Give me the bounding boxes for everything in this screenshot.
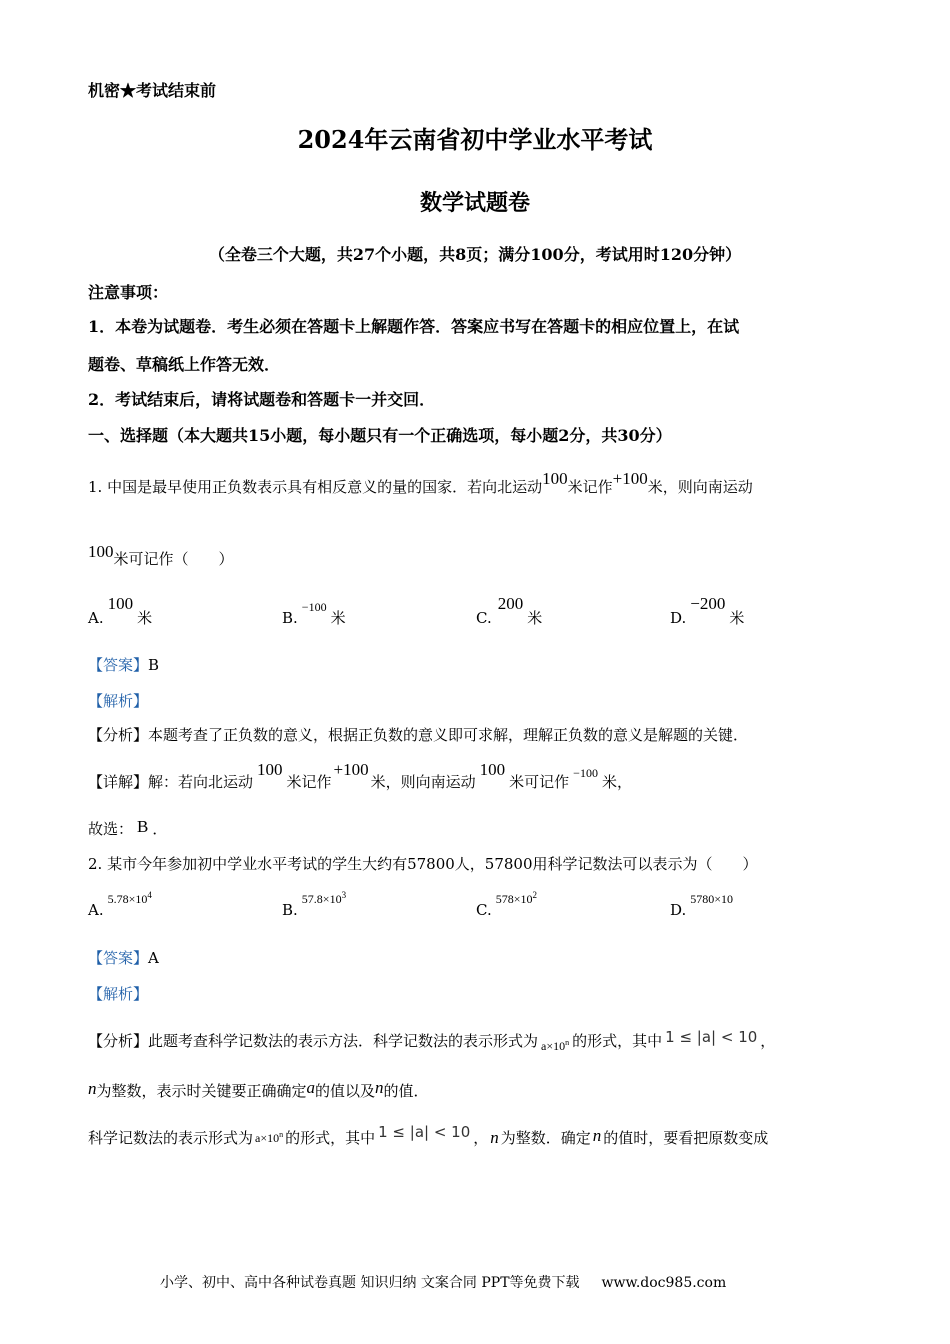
footer-text: 小学、初中、高中各种试卷真题 知识归纳 文案合同 PPT等免费下载 [160, 1275, 580, 1291]
q2-answer: 【答案】A [88, 949, 159, 967]
footer [160, 1272, 726, 1292]
footer-url[interactable]: www.doc985.com [601, 1275, 727, 1291]
q2-analysis-label: 【解析】 [88, 985, 149, 1003]
notice-item-1-line-2: 题卷、草稿纸上作答无效． [88, 355, 281, 374]
exam-title: 2024年云南省初中学业水平考试 [297, 125, 653, 154]
notice-heading: 注意事项： [88, 283, 169, 302]
q1-option-c[interactable]: C.200米 [476, 594, 543, 627]
q1-answer: 【答案】B [88, 656, 160, 674]
q1-stem-line-1: 1. 中国是最早使用正负数表示具有相反意义的量的国家．若向北运动100米记作+100米，则向南运动 [88, 469, 753, 496]
q2-option-a[interactable]: A.$^{5.78\times 10^4}$ [88, 890, 152, 919]
q2-option-c[interactable]: C.$^{578\times 10^2}$ [476, 890, 537, 919]
q2-fenxi-line-2: n为整数，表示时关键要正确确定a的值以及n的值． [88, 1078, 429, 1100]
exam-subtitle: 数学试题卷 [419, 190, 530, 216]
q1-analysis-label: 【解析】 [88, 692, 149, 710]
q1-option-d[interactable]: D.−200米 [670, 594, 745, 627]
q2-fenxi-line-1: 【分析】此题考查科学记数法的表示方法．科学记数法的表示形式为 $_{a\times 10^n}$ 的形式，其中 1 ≤ |a| < 10 ， [88, 1028, 776, 1053]
section-1-heading: 一、选择题（本大题共15小题，每小题只有一个正确选项，每小题2分，共30分） [88, 426, 672, 445]
q2-option-d[interactable]: D.$^{5780\times 10}$ [670, 892, 734, 919]
confidential-label: 机密★考试结束前 [88, 81, 217, 100]
q2-option-b[interactable]: B.$^{57.8\times 10^3}$ [282, 890, 347, 919]
q2-stem: 2. 某市今年参加初中学业水平考试的学生大约有57800人，57800用科学记数法可以表示为（ ） [88, 855, 758, 873]
q1-choose: 故选： B ． [88, 817, 168, 838]
q1-detail: 【详解】解：若向北运动100米记作+100米，则向南运动100米可记作 $^{-100}$ 米， [88, 760, 632, 791]
q1-fenxi: 【分析】本题考查了正负数的意义，根据正负数的意义即可求解，理解正负数的意义是解题的关键． [88, 726, 749, 744]
exam-info: （全卷三个大题，共27个小题，共8页；满分100分，考试用时120分钟） [208, 245, 742, 264]
q1-option-b[interactable]: B.$^{-100}$米 [282, 600, 346, 627]
q1-stem-line-2: 100米可记作（ ） [88, 542, 234, 568]
q1-option-a[interactable]: A.100米 [88, 594, 153, 627]
notice-item-2: 2．考试结束后，请将试题卷和答题卡一并交回． [88, 390, 436, 409]
q2-fenxi-line-3: 科学记数法的表示形式为 $a\times 10^n$ 的形式，其中 1 ≤ |a| < 10 ， n 为整数．确定 n 的值时，要看把原数变成 [88, 1123, 769, 1147]
notice-item-1-line-1: 1．本卷为试题卷．考生必须在答题卡上解题作答．答案应书写在答题卡的相应位置上，在试 [88, 317, 740, 336]
